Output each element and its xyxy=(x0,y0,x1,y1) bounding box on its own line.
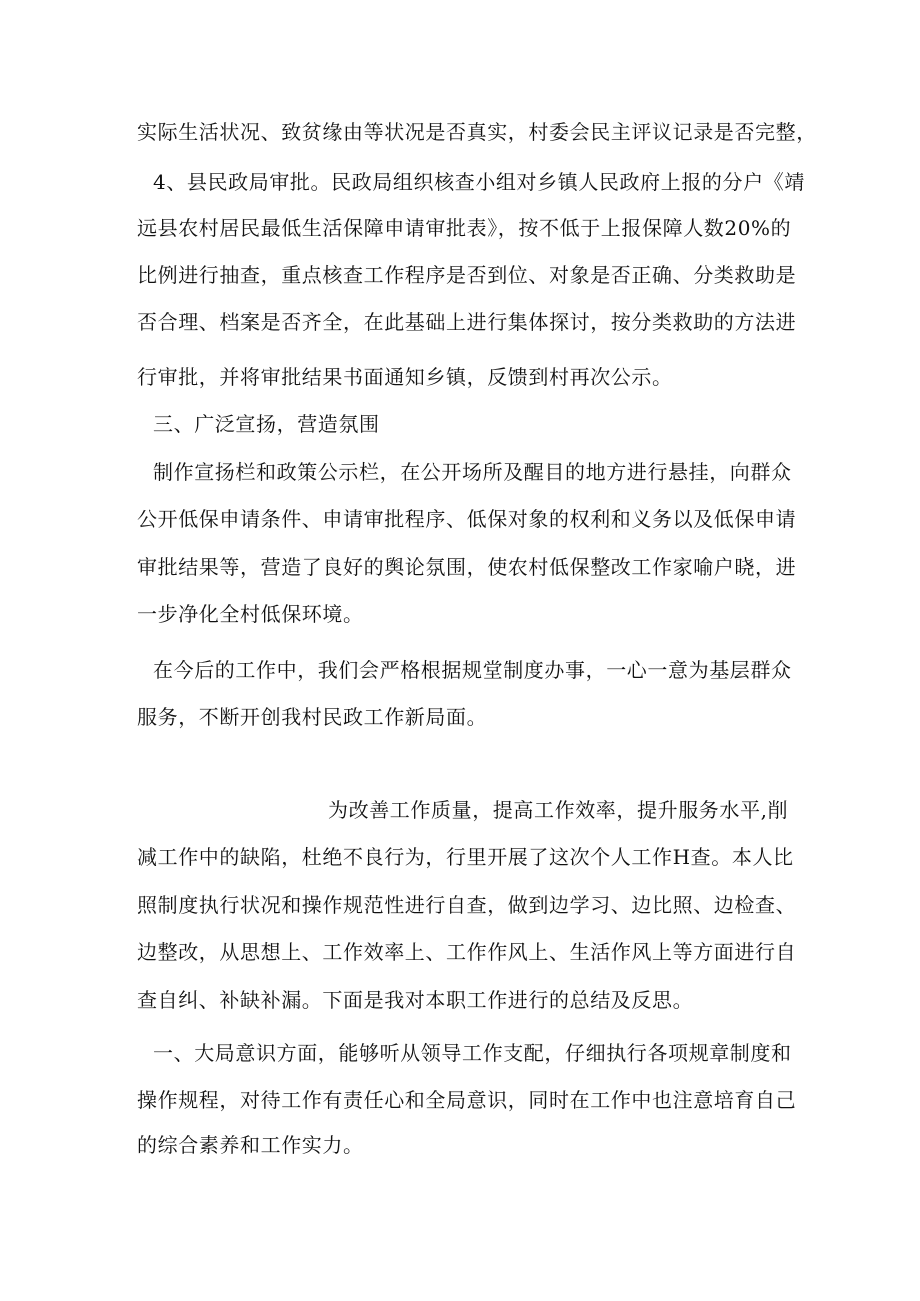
text-line: 操作规程，对待工作有责任心和全局意识，同时在工作中也注意培育自己 xyxy=(137,1088,797,1112)
text-line: 为改善工作质量，提高工作效率，提升服务水平,削 xyxy=(328,798,789,822)
text-line: 一步净化全村低保环境。 xyxy=(137,602,364,626)
text-line: 公开低保申请条件、申请审批程序、低保对象的权利和义务以及低保申请 xyxy=(137,507,797,531)
text-line: 服务，不断开创我村民政工作新局面。 xyxy=(137,705,488,729)
section-heading: 一、大局意识方面，能够听从领导工作支配，仔细执行各项规章制度和 xyxy=(153,1041,792,1065)
text-line: 在今后的工作中，我们会严格根据规堂制度办事，一心一意为基层群众 xyxy=(153,658,792,682)
text-line: 的综合素养和工作实力。 xyxy=(137,1133,364,1157)
text-line: 行审批，并将审批结果书面通知乡镇，反馈到村再次公示。 xyxy=(137,365,673,389)
text-line: 否合理、档案是否齐全，在此基础上进行集体探讨，按分类救助的方法进 xyxy=(137,310,797,334)
text-line: 远县农村居民最低生活保障申请审批表》，按不低于上报保障人数20%的 xyxy=(137,216,792,240)
text-line: 边整改，从思想上、工作效率上、工作作风上、生活作风上等方面进行自 xyxy=(137,940,797,964)
text-line: 实际生活状况、致贫缘由等状况是否真实，村委会民主评议记录是否完整， xyxy=(137,120,817,144)
text-line: 制作宣扬栏和政策公示栏，在公开场所及醒目的地方进行悬挂，向群众 xyxy=(153,460,792,484)
text-line: 4、县民政局审批。民政局组织核查小组对乡镇人民政府上报的分户《靖 xyxy=(153,170,805,194)
text-line: 减工作中的缺陷，杜绝不良行为，行里开展了这次个人工作H查。本人比 xyxy=(137,845,794,869)
text-line: 比例进行抽查，重点核查工作程序是否到位、对象是否正确、分类救助是 xyxy=(137,263,797,287)
section-heading: 三、广泛宣扬，营造氛围 xyxy=(153,412,380,436)
text-line: 照制度执行状况和操作规范性进行自查，做到边学习、边比照、边检查、 xyxy=(137,893,797,917)
text-line: 查自纠、补缺补漏。下面是我对本职工作进行的总结及反思。 xyxy=(137,988,694,1012)
text-line: 审批结果等，营造了良好的舆论氛围，使农村低保整改工作家喻户晓，进 xyxy=(137,555,797,579)
